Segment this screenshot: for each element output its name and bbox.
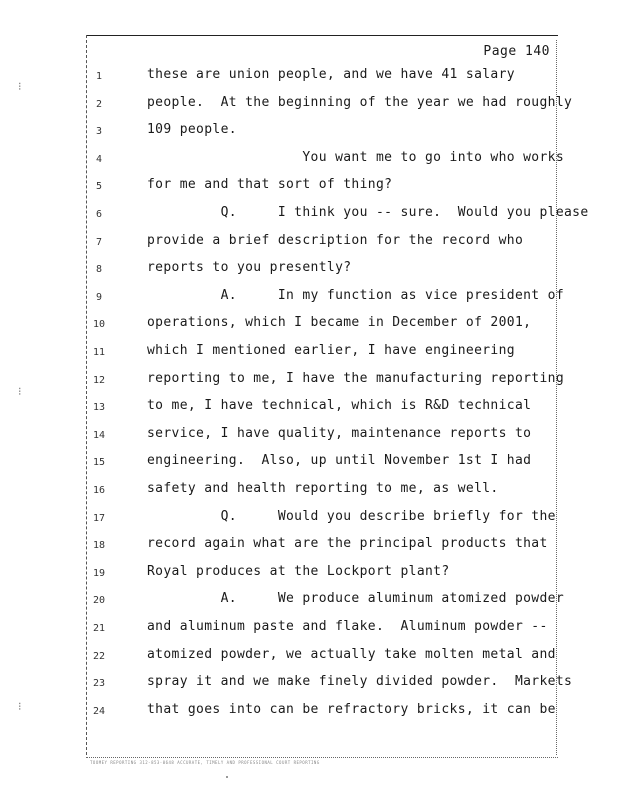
margin-mark: ⁝ — [18, 700, 22, 713]
transcript-line — [0, 371, 618, 391]
transcript-line — [0, 564, 618, 584]
transcript-line — [0, 453, 618, 473]
transcript-line — [0, 536, 618, 556]
line-number: 17 — [92, 512, 106, 524]
line-number: 13 — [92, 402, 106, 414]
line-text: atomized powder, we actually take molten metal and — [147, 646, 556, 662]
line-text: 109 people. — [147, 122, 237, 138]
line-text: for me and that sort of thing? — [147, 177, 393, 193]
transcript-line — [0, 260, 618, 280]
line-text: A. In my function as vice president of — [147, 287, 565, 303]
line-text: Q. Would you describe briefly for the — [147, 508, 556, 524]
line-text: which I mentioned earlier, I have engineering — [147, 343, 515, 358]
line-number: 4 — [95, 153, 103, 165]
transcript-line — [0, 95, 618, 115]
line-number: 2 — [95, 98, 103, 110]
margin-mark: ⁝ — [18, 385, 22, 398]
line-text: to me, I have technical, which is R&D technical — [147, 398, 532, 414]
transcript-line — [0, 509, 618, 529]
line-number: 1 — [95, 71, 103, 82]
line-number: 21 — [92, 623, 106, 634]
line-text: A. We produce aluminum atomized powder — [147, 591, 565, 607]
line-number: 24 — [92, 705, 106, 717]
line-text: people. At the beginning of the year we had roughly — [147, 94, 573, 110]
line-number: 12 — [92, 374, 106, 386]
footer-text: TOOMEY REPORTING 312-853-0648 ACCURATE, TIMELY AND PROFESSIONAL COURT REPORTING — [90, 760, 320, 765]
transcript-line — [0, 481, 618, 501]
line-text: provide a brief description for the record who — [147, 232, 524, 248]
line-text: record again what are the principal products that — [147, 536, 548, 552]
transcript-line — [0, 122, 618, 142]
line-number: 15 — [92, 457, 106, 469]
line-number: 18 — [92, 540, 106, 552]
top-rule — [86, 35, 558, 36]
line-text: Royal produces at the Lockport plant? — [147, 563, 450, 579]
transcript-line — [0, 398, 618, 418]
page-number: Page 140 — [483, 44, 550, 59]
bottom-dot — [226, 776, 228, 778]
line-text: spray it and we make finely divided powder. Markets — [147, 674, 573, 690]
transcript-line — [0, 205, 618, 225]
transcript-line — [0, 343, 618, 363]
line-number: 6 — [95, 209, 103, 220]
line-number: 16 — [92, 485, 106, 496]
transcript-line — [0, 150, 618, 170]
transcript-line — [0, 315, 618, 335]
margin-mark: ⁝ — [18, 80, 22, 93]
line-number: 3 — [95, 126, 103, 138]
line-text: operations, which I became in December of 2001, — [147, 315, 532, 331]
transcript-line — [0, 702, 618, 722]
transcript-line — [0, 288, 618, 308]
line-text: Q. I think you -- sure. Would you please — [147, 205, 589, 220]
transcript-line — [0, 67, 618, 87]
line-number: 14 — [92, 429, 106, 441]
line-text: reporting to me, I have the manufacturing reporting — [147, 370, 565, 386]
line-text: service, I have quality, maintenance reports to — [147, 425, 532, 441]
transcript-line — [0, 674, 618, 694]
line-number: 9 — [95, 291, 103, 303]
line-text: that goes into can be refractory bricks, it can be — [147, 701, 556, 717]
transcript-line — [0, 233, 618, 253]
line-number: 20 — [92, 595, 106, 607]
line-number: 10 — [92, 319, 106, 331]
line-text: safety and health reporting to me, as well. — [147, 481, 499, 496]
transcript-line — [0, 177, 618, 197]
line-text: You want me to go into who works — [147, 149, 565, 165]
line-number: 8 — [95, 264, 103, 276]
line-number: 19 — [92, 567, 106, 579]
line-text: and aluminum paste and flake. Aluminum powder -- — [147, 619, 548, 634]
line-text: reports to you presently? — [147, 260, 352, 276]
transcript-line — [0, 591, 618, 611]
bottom-rule — [86, 757, 558, 758]
line-number: 11 — [92, 347, 106, 358]
transcript-line — [0, 426, 618, 446]
line-number: 7 — [95, 236, 103, 248]
line-text: engineering. Also, up until November 1st I had — [147, 453, 532, 469]
transcript-line — [0, 619, 618, 639]
line-number: 22 — [92, 650, 106, 662]
line-number: 23 — [92, 678, 106, 690]
transcript-line — [0, 647, 618, 667]
line-text: these are union people, and we have 41 salary — [147, 67, 515, 82]
line-number: 5 — [95, 181, 103, 193]
